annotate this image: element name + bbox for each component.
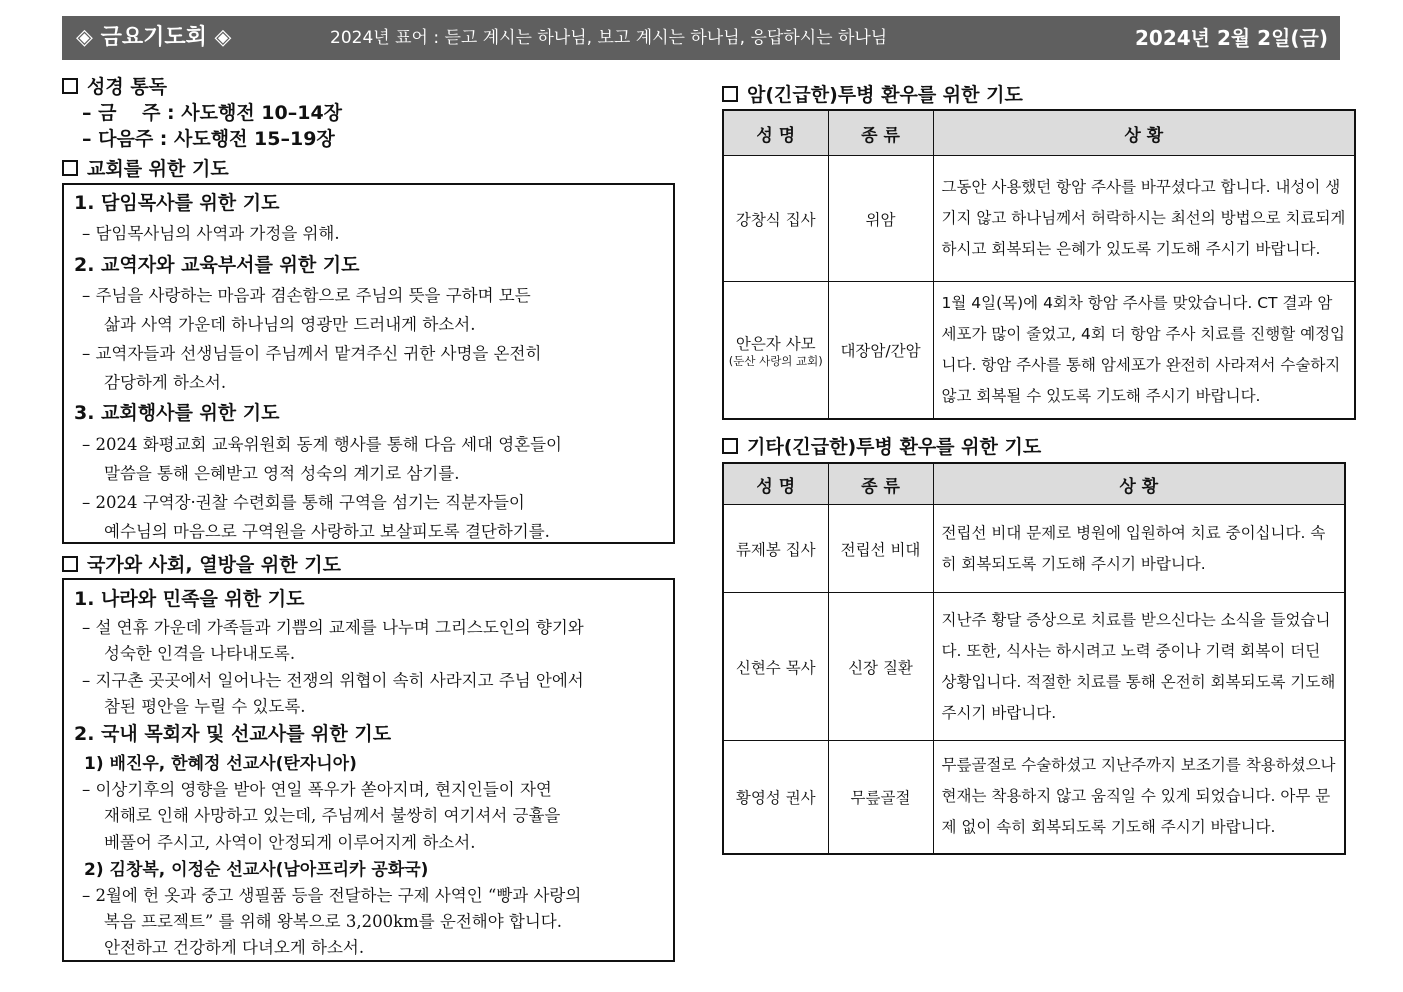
prayer-line: – 2024 구역장·권찰 수련회를 통해 구역을 섬기는 직분자들이 <box>82 493 525 512</box>
prayer-line: – 이상기후의 영향을 받아 연일 폭우가 쏟아지며, 현지인들이 자연 <box>82 780 552 799</box>
prayer-subtitle: 2. 국내 목회자 및 선교사를 위한 기도 <box>74 723 392 745</box>
checkbox-square-icon <box>722 86 738 102</box>
checkbox-square-icon <box>62 78 78 94</box>
section-cancer-patients <box>722 80 1023 107</box>
cancer-patient-table <box>722 109 1356 420</box>
table-row <box>723 593 1345 741</box>
table-row <box>723 741 1345 854</box>
prayer-subtitle: 2. 교역자와 교육부서를 위한 기도 <box>74 254 360 276</box>
table-row <box>723 505 1345 593</box>
prayer-line: 감당하게 하소서. <box>104 373 227 392</box>
prayer-line: – 설 연휴 가운데 가족들과 기쁨의 교제를 나누며 그리스도인의 향기와 <box>82 618 584 637</box>
prayer-line: – 지구촌 곳곳에서 일어나는 전쟁의 위협이 속히 사라지고 주님 안에서 <box>82 671 584 690</box>
missionary-title: 1) 배진우, 한혜정 선교사(탄자니아) <box>84 754 357 774</box>
prayer-line: 삶과 사역 가운데 하나님의 영광만 드러내게 하소서. <box>104 315 476 334</box>
column-header-name: 성 명 <box>723 110 828 156</box>
page-title: ◈ 금요기도회 ◈ <box>76 25 232 50</box>
table-row <box>723 156 1355 282</box>
section-nation-prayer <box>62 550 341 577</box>
prayer-line: – 담임목사님의 사역과 가정을 위해. <box>82 224 340 243</box>
date-label: 2024년 2월 2일(금) <box>1135 26 1328 50</box>
missionary-title: 2) 김창복, 이정순 선교사(남아프리카 공화국) <box>84 860 429 880</box>
patient-status: 무릎골절로 수술하셨고 지난주까지 보조기를 착용하셨으나 현재는 착용하지 않고 움직일 수 있게 되었습니다. 아무 문제 없이 속히 회복되도록 기도해 주시기 바랍니다. <box>933 741 1345 854</box>
section-heading: 국가와 사회, 열방을 위한 기도 <box>87 554 341 576</box>
section-other-patients <box>722 432 1041 459</box>
section-heading: 성경 통독 <box>87 76 168 98</box>
prayer-line: 복음 프로젝트” 를 위해 왕복으로 3,200km를 운전해야 합니다. <box>104 912 562 931</box>
prayer-line: 참된 평안을 누릴 수 있도록. <box>104 697 306 716</box>
checkbox-square-icon <box>62 556 78 572</box>
disease-type: 전립선 비대 <box>828 505 933 593</box>
disease-type: 대장암/간암 <box>828 282 933 420</box>
section-bible-reading <box>62 72 167 99</box>
patient-church-note: (둔산 사랑의 교회) <box>728 353 823 368</box>
prayer-line: – 2월에 헌 옷과 중고 생필품 등을 전달하는 구제 사역인 “빵과 사랑의 <box>82 886 582 905</box>
column-header-status: 상 황 <box>933 110 1355 156</box>
table-header-row <box>723 463 1345 505</box>
patient-status: 그동안 사용했던 항암 주사를 바꾸셨다고 합니다. 내성이 생기지 않고 하나님께서 허락하시는 최선의 방법으로 치료되게 하시고 회복되는 은혜가 있도록 기도해 주시기 바랍니다. <box>933 156 1355 282</box>
prayer-line: 베풀어 주시고, 사역이 안정되게 이루어지게 하소서. <box>104 833 476 852</box>
prayer-subtitle: 3. 교회행사를 위한 기도 <box>74 402 280 424</box>
prayer-line: 재해로 인해 사망하고 있는데, 주님께서 불쌍히 여기셔서 긍휼을 <box>104 806 561 825</box>
patient-name: 류제봉 집사 <box>723 505 828 593</box>
prayer-line: – 주님을 사랑하는 마음과 겸손함으로 주님의 뜻을 구하며 모든 <box>82 286 531 305</box>
prayer-line: 예수님의 마음으로 구역원을 사랑하고 보살피도록 결단하기를. <box>104 522 550 541</box>
patient-status: 전립선 비대 문제로 병원에 입원하여 치료 중이십니다. 속히 회복되도록 기도해 주시기 바랍니다. <box>933 505 1345 593</box>
table-row <box>723 282 1355 420</box>
prayer-line: – 2024 화평교회 교육위원회 동계 행사를 통해 다음 세대 영혼들이 <box>82 435 562 454</box>
section-heading: 교회를 위한 기도 <box>87 158 229 180</box>
table-header-row <box>723 110 1355 156</box>
patient-name: 안은자 사모 <box>735 334 816 353</box>
prayer-subtitle: 1. 담임목사를 위한 기도 <box>74 192 280 214</box>
patient-name-cell <box>723 282 828 420</box>
prayer-line: 말씀을 통해 은혜받고 영적 성숙의 계기로 삼기를. <box>104 464 460 483</box>
prayer-line: – 교역자들과 선생님들이 주님께서 맡겨주신 귀한 사명을 온전히 <box>82 344 542 363</box>
header-bar <box>62 16 1340 60</box>
prayer-line: 안전하고 건강하게 다녀오게 하소서. <box>104 938 365 957</box>
patient-name: 신현수 목사 <box>723 593 828 741</box>
section-church-prayer <box>62 154 229 181</box>
reading-this-week: – 금 주 : 사도행전 10–14장 <box>82 102 343 124</box>
patient-name: 황영성 권사 <box>723 741 828 854</box>
reading-next-week: – 다음주 : 사도행전 15–19장 <box>82 128 335 150</box>
checkbox-square-icon <box>722 438 738 454</box>
column-header-type: 종 류 <box>828 463 933 505</box>
section-heading: 암(긴급한)투병 환우를 위한 기도 <box>747 84 1023 106</box>
checkbox-square-icon <box>62 160 78 176</box>
patient-name: 강창식 집사 <box>723 156 828 282</box>
patient-status: 1월 4일(목)에 4회차 항암 주사를 맞았습니다. CT 결과 암세포가 많이 줄었고, 4회 더 항암 주사 치료를 진행할 예정입니다. 항암 주사를 통해 암세포가 완전히 사라져서 수술하지 않고 회복될 수 있도록 기도해 주시기 바랍니다. <box>933 282 1355 420</box>
section-heading: 기타(긴급한)투병 환우를 위한 기도 <box>747 436 1042 458</box>
other-patient-table <box>722 462 1346 855</box>
year-motto: 2024년 표어 : 듣고 계시는 하나님, 보고 계시는 하나님, 응답하시는 하나님 <box>330 28 888 48</box>
disease-type: 신장 질환 <box>828 593 933 741</box>
column-header-name: 성 명 <box>723 463 828 505</box>
prayer-subtitle: 1. 나라와 민족을 위한 기도 <box>74 588 305 610</box>
prayer-line: 성숙한 인격을 나타내도록. <box>104 644 296 663</box>
disease-type: 위암 <box>828 156 933 282</box>
disease-type: 무릎골절 <box>828 741 933 854</box>
column-header-type: 종 류 <box>828 110 933 156</box>
patient-status: 지난주 황달 증상으로 치료를 받으신다는 소식을 들었습니다. 또한, 식사는 하시려고 노력 중이나 기력 회복이 더딘 상황입니다. 적절한 치료를 통해 온전히 회복되도록 기도해 주시기 바랍니다. <box>933 593 1345 741</box>
column-header-status: 상 황 <box>933 463 1345 505</box>
